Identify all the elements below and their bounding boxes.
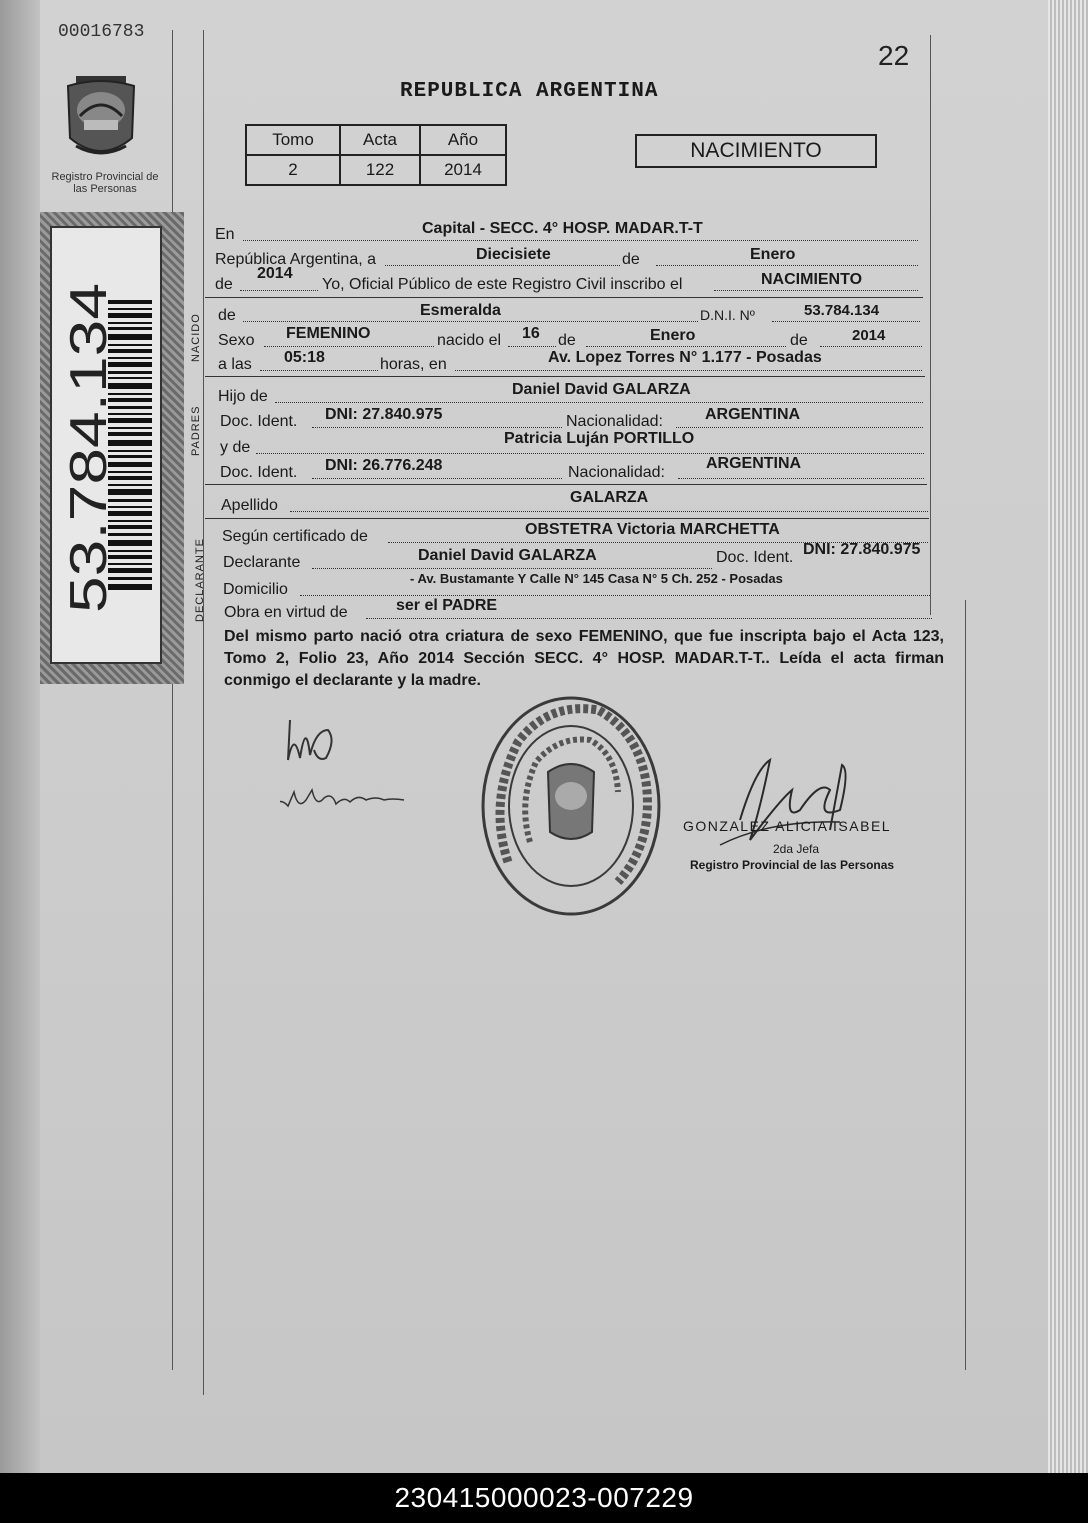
logo-caption: Registro Provincial de las Personas <box>51 171 159 195</box>
handwritten-signature-left <box>280 700 430 820</box>
value-nombre: Esmeralda <box>420 302 501 319</box>
label-doc-ident2: Doc. Ident. <box>220 464 298 481</box>
label-obra-en-virtud: Obra en virtud de <box>224 604 348 621</box>
value-domicilio: - Av. Bustamante Y Calle N° 145 Casa N° 5 Ch. 252 - Posadas <box>410 571 783 586</box>
dotted-line <box>240 290 318 291</box>
value-nac-dia: 16 <box>522 325 540 342</box>
value-apellido: GALARZA <box>570 489 649 506</box>
value-lugar-nac: Av. Lopez Torres N° 1.177 - Posadas <box>548 349 822 366</box>
dotted-line <box>290 511 928 512</box>
note-paragraph: Del mismo parto nació otra criatura de sexo FEMENINO, que fue inscripta bajo el Acta 123, Tomo 2, Folio 23, Año 2014 Sección SECC. 4° HOSP. MADAR.T-T.. Leída el acta firman conmigo el declarante y la madre. <box>224 628 944 689</box>
dotted-line <box>508 346 556 347</box>
label-sexo: Sexo <box>218 332 255 349</box>
label-hijo-de: Hijo de <box>218 388 268 405</box>
value-certificado: OBSTETRA Victoria MARCHETTA <box>525 521 780 538</box>
value-padre-doc: DNI: 27.840.975 <box>325 406 443 423</box>
dotted-line <box>385 265 620 266</box>
dotted-line <box>243 240 918 241</box>
value-nac-anio: 2014 <box>852 327 886 344</box>
signer-role: 2da Jefa <box>773 842 820 856</box>
value-hora: 05:18 <box>284 349 325 366</box>
dotted-line <box>714 290 918 291</box>
table-header-anio: Año <box>420 125 506 155</box>
value-padre-nac: ARGENTINA <box>705 406 801 423</box>
page-title: REPUBLICA ARGENTINA <box>400 80 659 103</box>
right-margin-line-lower <box>965 600 966 1370</box>
label-domicilio: Domicilio <box>223 581 288 598</box>
label-declarante: Declarante <box>223 554 301 571</box>
dotted-line <box>455 370 922 371</box>
dotted-line <box>300 595 930 596</box>
section-tag-padres: PADRES <box>190 405 202 456</box>
footer-code: 230415000023-007229 <box>0 1473 1088 1523</box>
dotted-line <box>678 478 924 479</box>
dotted-line <box>676 427 923 428</box>
section-divider <box>205 297 923 298</box>
label-en: En <box>215 226 235 243</box>
provincial-seal-logo <box>62 72 140 168</box>
side-dni-text: 53.784.134 <box>60 352 118 613</box>
value-lugar: Capital - SECC. 4° HOSP. MADAR.T-T <box>422 220 703 237</box>
label-nacionalidad2: Nacionalidad: <box>568 464 665 481</box>
dotted-line <box>312 568 712 569</box>
dotted-line <box>772 321 920 322</box>
section-tag-declarante: DECLARANTE <box>194 538 206 622</box>
label-doc-ident3: Doc. Ident. <box>716 549 794 566</box>
table-cell-tomo: 2 <box>246 155 340 185</box>
value-padre: Daniel David GALARZA <box>512 381 691 398</box>
label-y-de: y de <box>220 439 251 456</box>
label-segun-certificado: Según certificado de <box>222 528 368 545</box>
dotted-line <box>312 478 562 479</box>
value-madre: Patricia Luján PORTILLO <box>504 430 695 447</box>
value-nac-mes: Enero <box>650 327 696 344</box>
official-stamp <box>478 692 664 920</box>
dotted-line <box>256 453 924 454</box>
inner-margin-line <box>203 30 204 1395</box>
barcode <box>108 300 152 590</box>
table-header-tomo: Tomo <box>246 125 340 155</box>
value-declarante: Daniel David GALARZA <box>418 547 597 564</box>
value-dia: Diecisiete <box>476 246 551 263</box>
label-nacionalidad: Nacionalidad: <box>566 413 663 430</box>
value-obra: ser el PADRE <box>396 597 498 614</box>
dotted-line <box>656 265 918 266</box>
label-de-mes: de <box>558 332 576 349</box>
label-de2: de <box>215 276 233 293</box>
record-type-box: NACIMIENTO <box>635 134 877 168</box>
label-dni: D.N.I. Nº <box>700 307 755 323</box>
dotted-line <box>820 346 922 347</box>
label-de-nombre: de <box>218 307 236 324</box>
value-declarante-doc: DNI: 27.840.975 <box>803 541 921 558</box>
dotted-line <box>312 427 562 428</box>
dotted-line <box>586 346 786 347</box>
section-tag-nacido: NACIDO <box>190 313 202 362</box>
section-divider <box>205 518 929 519</box>
label-de-anio: de <box>790 332 808 349</box>
label-apellido: Apellido <box>221 497 278 514</box>
value-madre-doc: DNI: 26.776.248 <box>325 457 443 474</box>
signer-office: Registro Provincial de las Personas <box>690 858 895 872</box>
dotted-line <box>243 321 698 322</box>
value-mes: Enero <box>750 246 796 263</box>
page-edges <box>1048 0 1088 1473</box>
table-header-acta: Acta <box>340 125 420 155</box>
label-a-las: a las <box>218 356 252 373</box>
value-tipo: NACIMIENTO <box>761 271 863 288</box>
signer-name: GONZALEZ ALICIA ISABEL <box>683 818 892 834</box>
table-cell-anio: 2014 <box>420 155 506 185</box>
page-number: 22 <box>878 40 910 71</box>
register-table <box>245 124 507 186</box>
dotted-line <box>260 370 378 371</box>
label-nacido-el: nacido el <box>437 332 502 349</box>
label-doc-ident: Doc. Ident. <box>220 413 298 430</box>
dotted-line <box>366 618 932 619</box>
section-divider <box>205 376 925 377</box>
value-anio: 2014 <box>257 265 293 282</box>
dotted-line <box>275 402 923 403</box>
value-sexo: FEMENINO <box>286 325 371 342</box>
table-cell-acta: 122 <box>340 155 420 185</box>
label-yo-oficial: Yo, Oficial Público de este Registro Civil inscribo el <box>322 276 683 293</box>
label-de: de <box>622 251 640 268</box>
value-madre-nac: ARGENTINA <box>706 455 802 472</box>
value-dni: 53.784.134 <box>804 302 880 319</box>
right-margin-line <box>930 35 931 615</box>
serial-number: 00016783 <box>58 22 145 42</box>
label-horas-en: horas, en <box>380 356 447 373</box>
label-republica: República Argentina, a <box>215 251 376 268</box>
dotted-line <box>264 346 434 347</box>
section-divider <box>205 484 927 485</box>
